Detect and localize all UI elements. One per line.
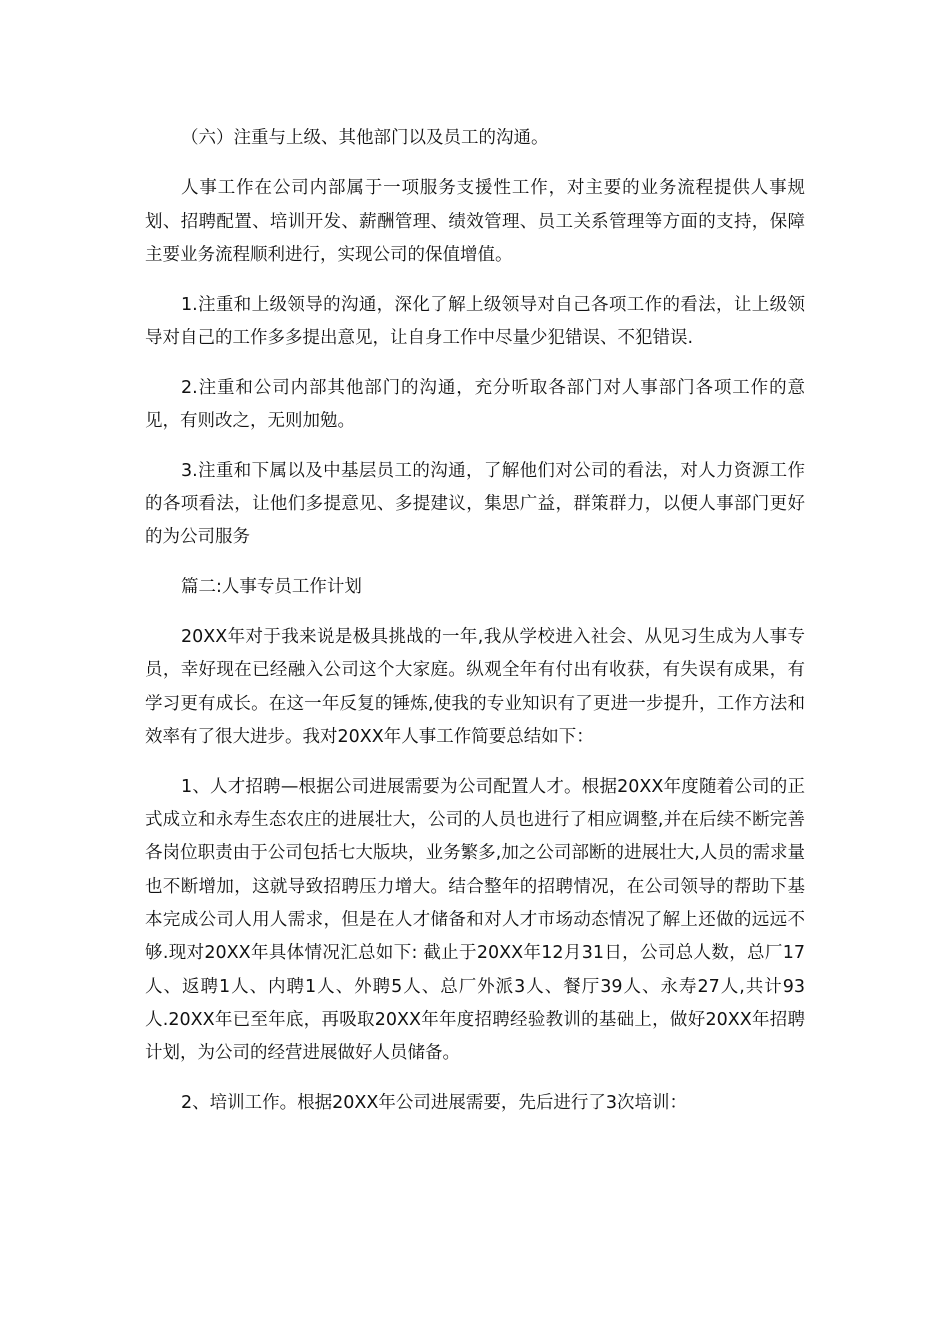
- document-body: [145, 122, 805, 1137]
- paragraph-hr-service-role: 人事工作在公司内部属于一项服务支援性工作，对主要的业务流程提供人事规划、招聘配置、培训开发、薪酬管理、绩效管理、员工关系管理等方面的支持，保障主要业务流程顺利进行，实现公司的保值增值。: [145, 178, 805, 265]
- paragraph-point-2-departments: 2.注重和公司内部其他部门的沟通，充分听取各部门对人事部门各项工作的意见，有则改之，无则加勉。: [145, 377, 805, 432]
- paragraph-training: 2、培训工作。根据20XX年公司进展需要，先后进行了3次培训：: [181, 1092, 688, 1113]
- section-heading-part-two: 篇二:人事专员工作计划: [181, 577, 362, 598]
- paragraph-point-3-staff: 3.注重和下属以及中基层员工的沟通，了解他们对公司的看法，对人力资源工作的各项看法，让他们多提意见、多提建议，集思广益，群策群力，以便人事部门更好的为公司服务: [145, 460, 805, 548]
- paragraph-recruitment: 1、人才招聘—根据公司进展需要为公司配置人才。根据20XX年度随着公司的正式成立和永寿生态农庄的进展壮大，公司的人员也进行了相应调整,并在后续不断完善各岗位职责由于公司包括七大版块，业务繁多,加之公司部断的进展壮大,人员的需求量也不断增加，这就导致招聘压力增大。结合整年的招聘情况，在公司领导的帮助下基本完成公司人用人需求，但是在人才储备和对人才市场动态情况了解上还做的远远不够.现对20XX年具体情况汇总如下: 截止于20XX年12月31日，公司总人数，总厂17人、返聘1人、内聘1人、外聘5人、总厂外派3人、餐厅39人、永寿27人,共计93人.20XX年已至年底，再吸取20XX年年度招聘经验教训的基础上，做好20XX年招聘计划，为公司的经营进展做好人员储备。: [145, 776, 805, 1064]
- paragraph-year-summary: 20XX年对于我来说是极具挑战的一年,我从学校进入社会、从见习生成为人事专员，幸好现在已经融入公司这个大家庭。纵观全年有付出有收获，有失误有成果，有学习更有成长。在这一年反复的锤炼,使我的专业知识有了更进一步提升，工作方法和效率有了很大进步。我对20XX年人事工作简要总结如下：: [145, 627, 805, 747]
- paragraph-point-1-superiors: 1.注重和上级领导的沟通，深化了解上级领导对自己各项工作的看法，让上级领导对自己的工作多多提出意见，让自身工作中尽量少犯错误、不犯错误.: [145, 294, 805, 348]
- section-heading-communication: （六）注重与上级、其他部门以及员工的沟通。: [181, 128, 549, 148]
